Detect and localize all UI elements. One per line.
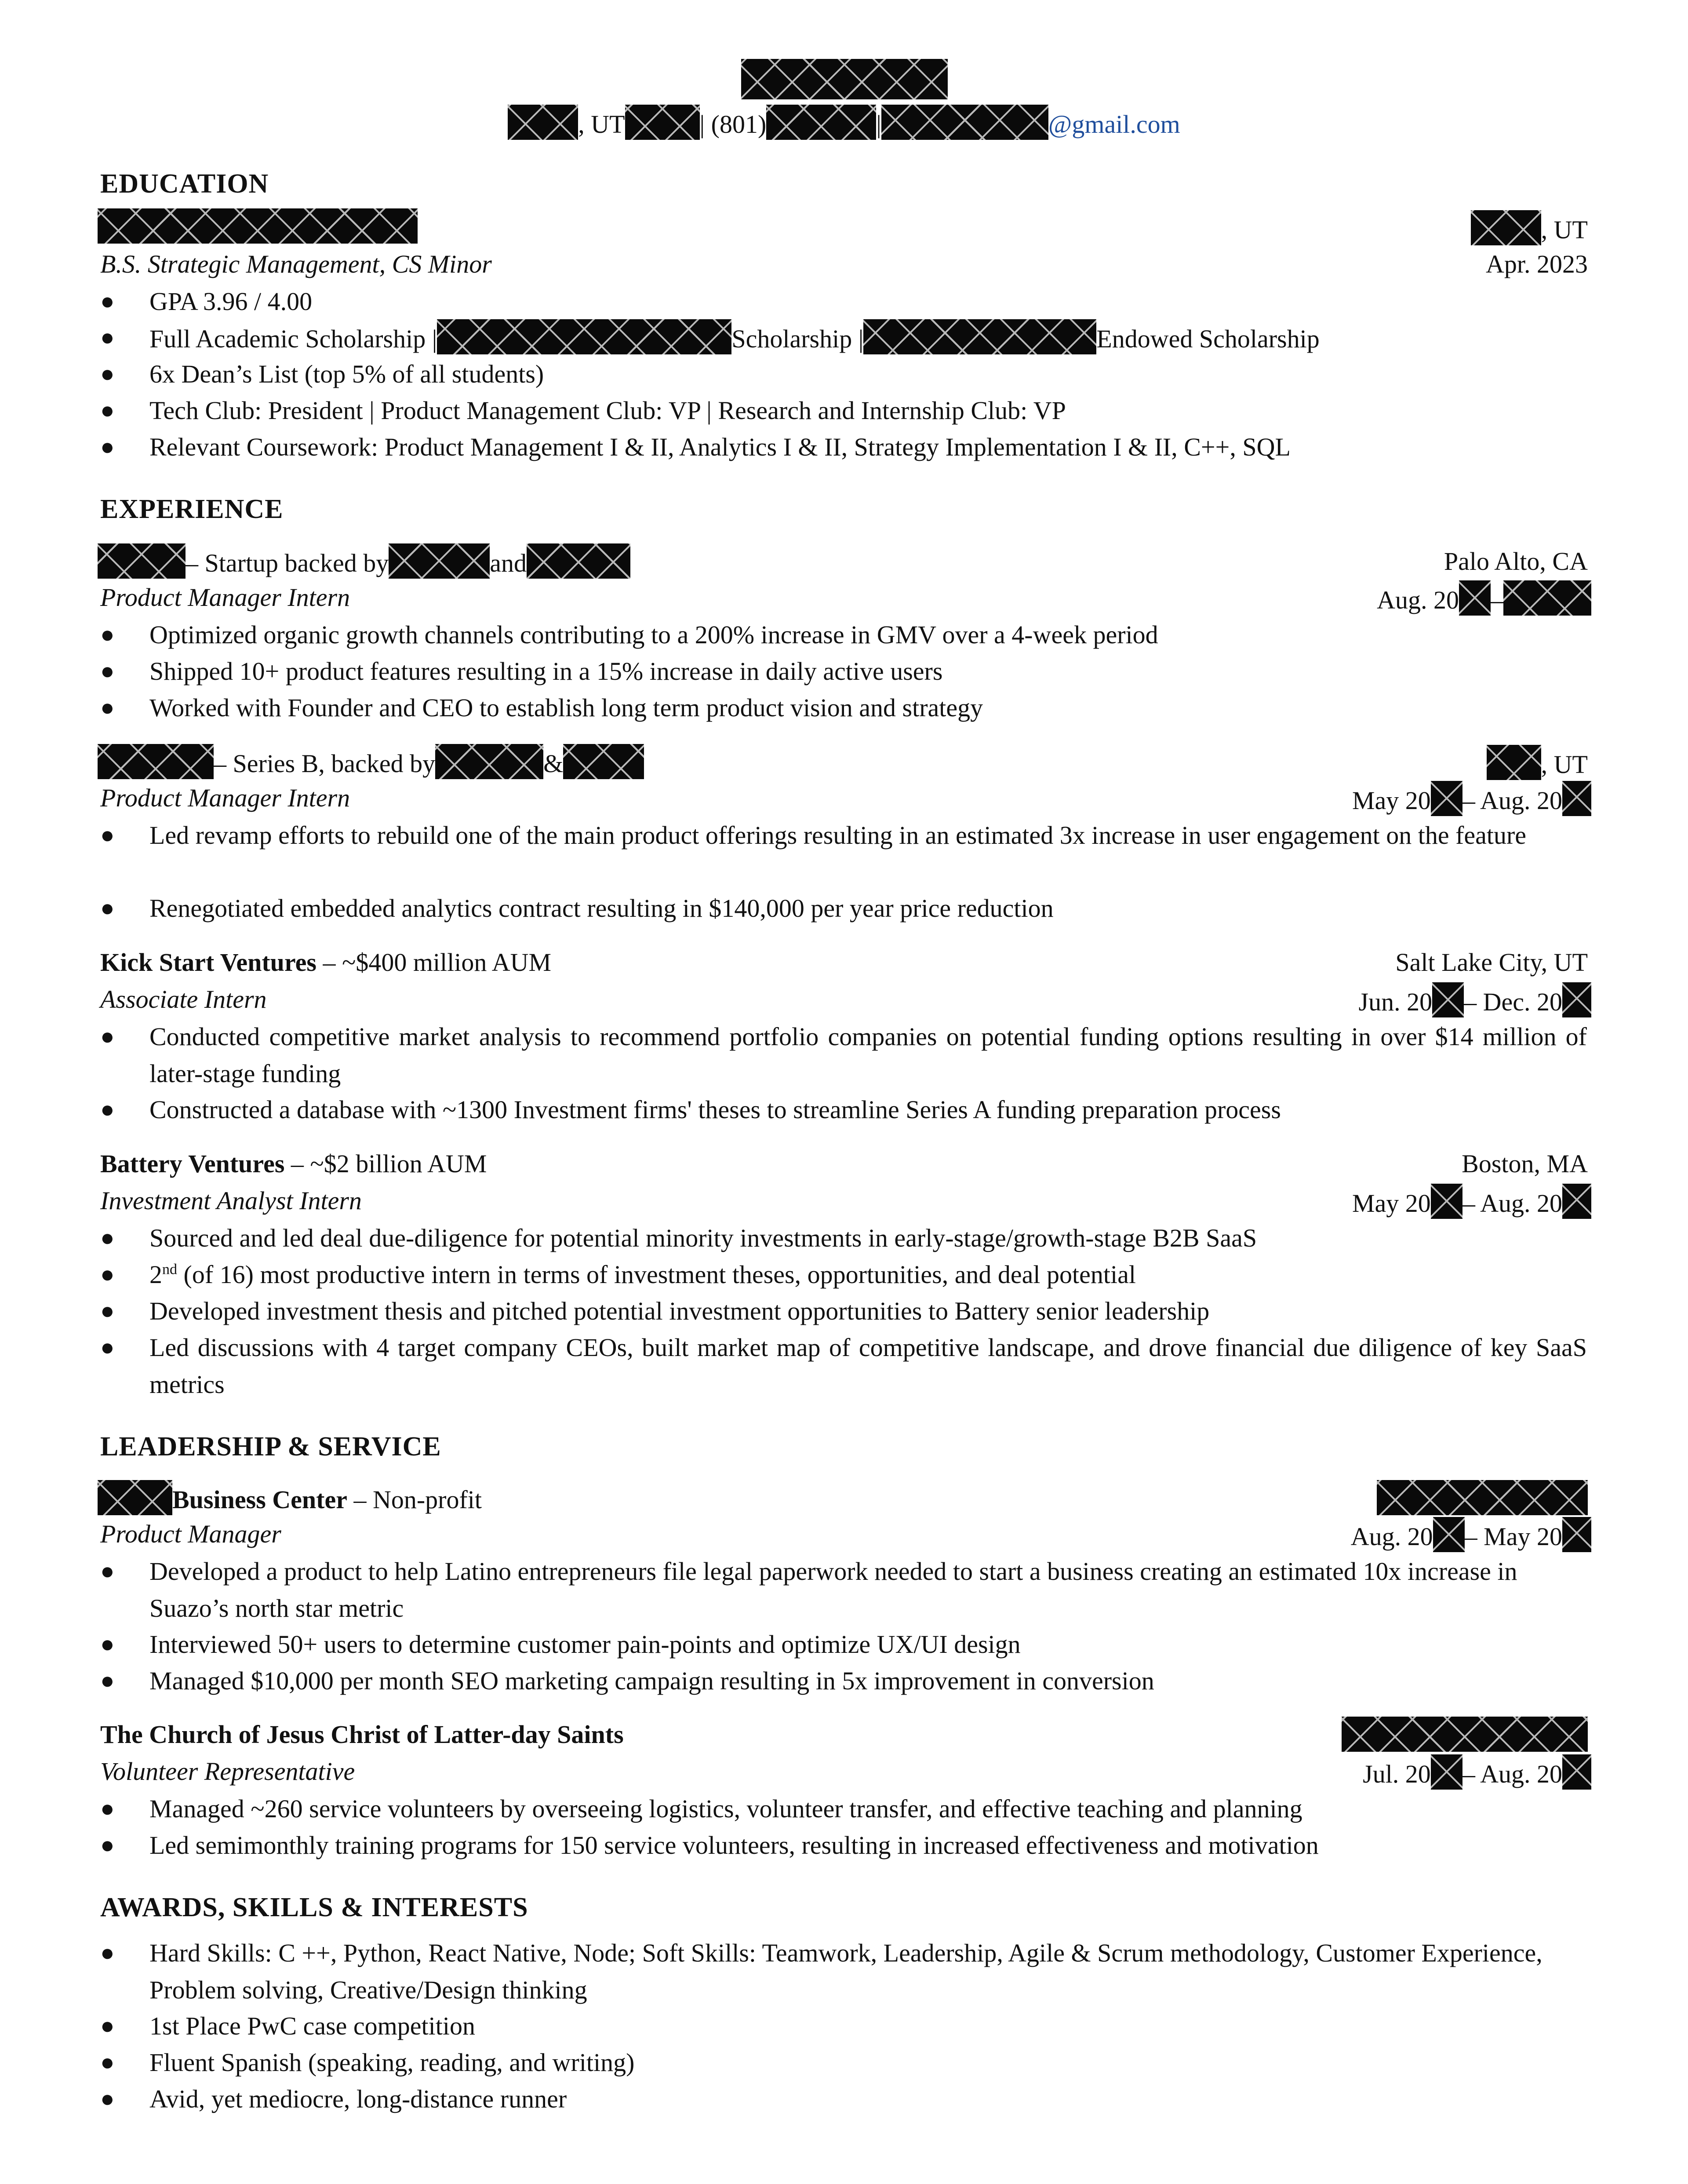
bullet-icon: ● (100, 1558, 115, 1584)
awards-bullet: 1st Place PwC case competition (149, 2012, 475, 2040)
bullet-icon: ● (100, 658, 115, 684)
contact-state: , UT (578, 110, 625, 139)
org2-name: The Church of Jesus Christ of Latter-day Saints (100, 1720, 624, 1749)
job2-bullet: Led revamp efforts to rebuild one of the main product offerings resulting in an estimated 3x increase in user engagement on the feature (149, 821, 1527, 850)
job2-company: – Series B, backed by & (98, 744, 644, 781)
org1-name: Business Center – Non-profit (98, 1480, 482, 1517)
bullet-icon: ● (100, 1023, 115, 1050)
job4-bullet: Developed investment thesis and pitched potential investment opportunities to Battery senior leadership (149, 1297, 1210, 1325)
bullet-icon: ● (100, 694, 115, 721)
job3-role: Associate Intern (100, 985, 267, 1014)
job1-location: Palo Alto, CA (1444, 547, 1588, 576)
job2-location: , UT (1487, 745, 1588, 782)
zip-redacted (625, 105, 700, 140)
org1-bullet: Managed $10,000 per month SEO marketing campaign resulting in 5x improvement in conversion (149, 1666, 1154, 1695)
bullet-icon: ● (100, 1940, 115, 1966)
bullet-icon: ● (100, 324, 115, 350)
bullet-icon: ● (100, 2049, 115, 2075)
awards-bullet: Avid, yet mediocre, long-distance runner (149, 2085, 567, 2113)
job1-bullet: Shipped 10+ product features resulting in a 15% increase in daily active users (149, 657, 943, 685)
bullet-icon: ● (100, 1334, 115, 1360)
bullet-icon: ● (100, 1298, 115, 1324)
job4-location: Boston, MA (1462, 1149, 1588, 1178)
job4-role: Investment Analyst Intern (100, 1186, 362, 1215)
bullet-icon: ● (100, 1795, 115, 1822)
job2-bullet: Renegotiated embedded analytics contract resulting in $140,000 per year price reduction (149, 894, 1054, 922)
email-user-redacted (881, 105, 1048, 140)
graduation-date: Apr. 2023 (1486, 250, 1588, 278)
bullet-icon: ● (100, 1631, 115, 1657)
contact-phone-prefix: | (801) (699, 110, 767, 139)
contact-separator: | (876, 110, 881, 139)
contact-line (0, 105, 1688, 142)
school-location: , UT (1471, 210, 1588, 247)
job4-bullet: Led discussions with 4 target company CEOs, built market map of competitive landscape, and drove financial due diligence of key SaaS metrics (149, 1333, 1587, 1399)
bullet-icon: ● (100, 288, 115, 314)
gpa: GPA 3.96 / 4.00 (149, 287, 313, 316)
name-redacted (741, 59, 948, 99)
job4-dates: May 20 – Aug. 20 (1352, 1184, 1591, 1221)
clubs: Tech Club: President | Product Management Club: VP | Research and Internship Club: VP (149, 396, 1066, 425)
org2-bullet: Managed ~260 service volunteers by overseeing logistics, volunteer transfer, and effective teaching and planning (149, 1794, 1302, 1823)
job3-bullet: Constructed a database with ~1300 Investment firms' theses to streamline Series A funding preparation process (149, 1095, 1281, 1124)
awards-bullet: Fluent Spanish (speaking, reading, and writing) (149, 2048, 635, 2077)
email-link[interactable]: @gmail.com (1048, 110, 1180, 139)
bullet-icon: ● (100, 2013, 115, 2039)
org1-role: Product Manager (100, 1520, 281, 1548)
org1-dates: Aug. 20 – May 20 (1351, 1517, 1591, 1554)
org1-location-redacted (1377, 1480, 1588, 1515)
awards-heading: AWARDS, SKILLS & INTERESTS (100, 1892, 528, 1922)
bullet-icon: ● (100, 1261, 115, 1287)
awards-bullet: Hard Skills: C ++, Python, React Native, Node; Soft Skills: Teamwork, Leadership, Agile & Scrum methodology, Customer Experience, Problem solving, Creative/Design thinking (149, 1939, 1542, 2004)
school-redacted (98, 208, 418, 244)
job3-location: Salt Lake City, UT (1395, 948, 1588, 977)
job1-bullet: Optimized organic growth channels contributing to a 200% increase in GMV over a 4-week period (149, 620, 1158, 649)
job3-dates: Jun. 20 – Dec. 20 (1359, 982, 1591, 1019)
job3-company: Kick Start Ventures – ~$400 million AUM (100, 948, 552, 977)
degree: B.S. Strategic Management, CS Minor (100, 250, 492, 278)
bullet-icon: ● (100, 895, 115, 921)
org2-bullet: Led semimonthly training programs for 150 service volunteers, resulting in increased effectiveness and motivation (149, 1831, 1319, 1859)
job1-role: Product Manager Intern (100, 583, 350, 612)
leadership-heading: LEADERSHIP & SERVICE (100, 1432, 441, 1462)
bullet-icon: ● (100, 1832, 115, 1858)
bullet-icon: ● (100, 434, 115, 460)
org2-location-redacted (1342, 1717, 1588, 1752)
bullet-icon: ● (100, 822, 115, 848)
scholarships: Full Academic Scholarship | Scholarship | Endowed Scholarship (149, 319, 1320, 357)
org2-dates: Jul. 20 – Aug. 20 (1363, 1754, 1591, 1791)
deans-list: 6x Dean’s List (top 5% of all students) (149, 360, 544, 388)
job4-bullet: 2nd (of 16) most productive intern in terms of investment theses, opportunities, and deal potential (149, 1260, 1136, 1289)
job4-company: Battery Ventures – ~$2 billion AUM (100, 1149, 487, 1178)
job2-dates: May 20 – Aug. 20 (1352, 781, 1591, 818)
bullet-icon: ● (100, 1096, 115, 1123)
education-heading: EDUCATION (100, 169, 269, 199)
job1-bullet: Worked with Founder and CEO to establish long term product vision and strategy (149, 693, 983, 722)
org1-bullet: Developed a product to help Latino entrepreneurs file legal paperwork needed to start a business creating an estimated 10x increase in Suazo’s north star metric (149, 1557, 1517, 1623)
bullet-icon: ● (100, 2086, 115, 2112)
bullet-icon: ● (100, 397, 115, 423)
job3-bullet: Conducted competitive market analysis to recommend portfolio companies on potential funding options resulting in over $14 million of later-stage funding (149, 1022, 1587, 1088)
city-redacted (508, 105, 578, 140)
job4-bullet: Sourced and led deal due-diligence for potential minority investments in early-stage/growth-stage B2B SaaS (149, 1224, 1257, 1252)
org2-role: Volunteer Representative (100, 1757, 355, 1786)
bullet-icon: ● (100, 361, 115, 387)
org1-bullet: Interviewed 50+ users to determine customer pain-points and optimize UX/UI design (149, 1630, 1021, 1659)
job1-dates: Aug. 20 – (1377, 580, 1591, 617)
bullet-icon: ● (100, 621, 115, 648)
experience-heading: EXPERIENCE (100, 494, 284, 524)
job1-company: – Startup backed by and (98, 543, 630, 580)
coursework: Relevant Coursework: Product Management I & II, Analytics I & II, Strategy Implementation I & II, C++, SQL (149, 433, 1291, 461)
job2-role: Product Manager Intern (100, 784, 350, 812)
bullet-icon: ● (100, 1667, 115, 1694)
bullet-icon: ● (100, 1225, 115, 1251)
phone-redacted (766, 105, 876, 140)
